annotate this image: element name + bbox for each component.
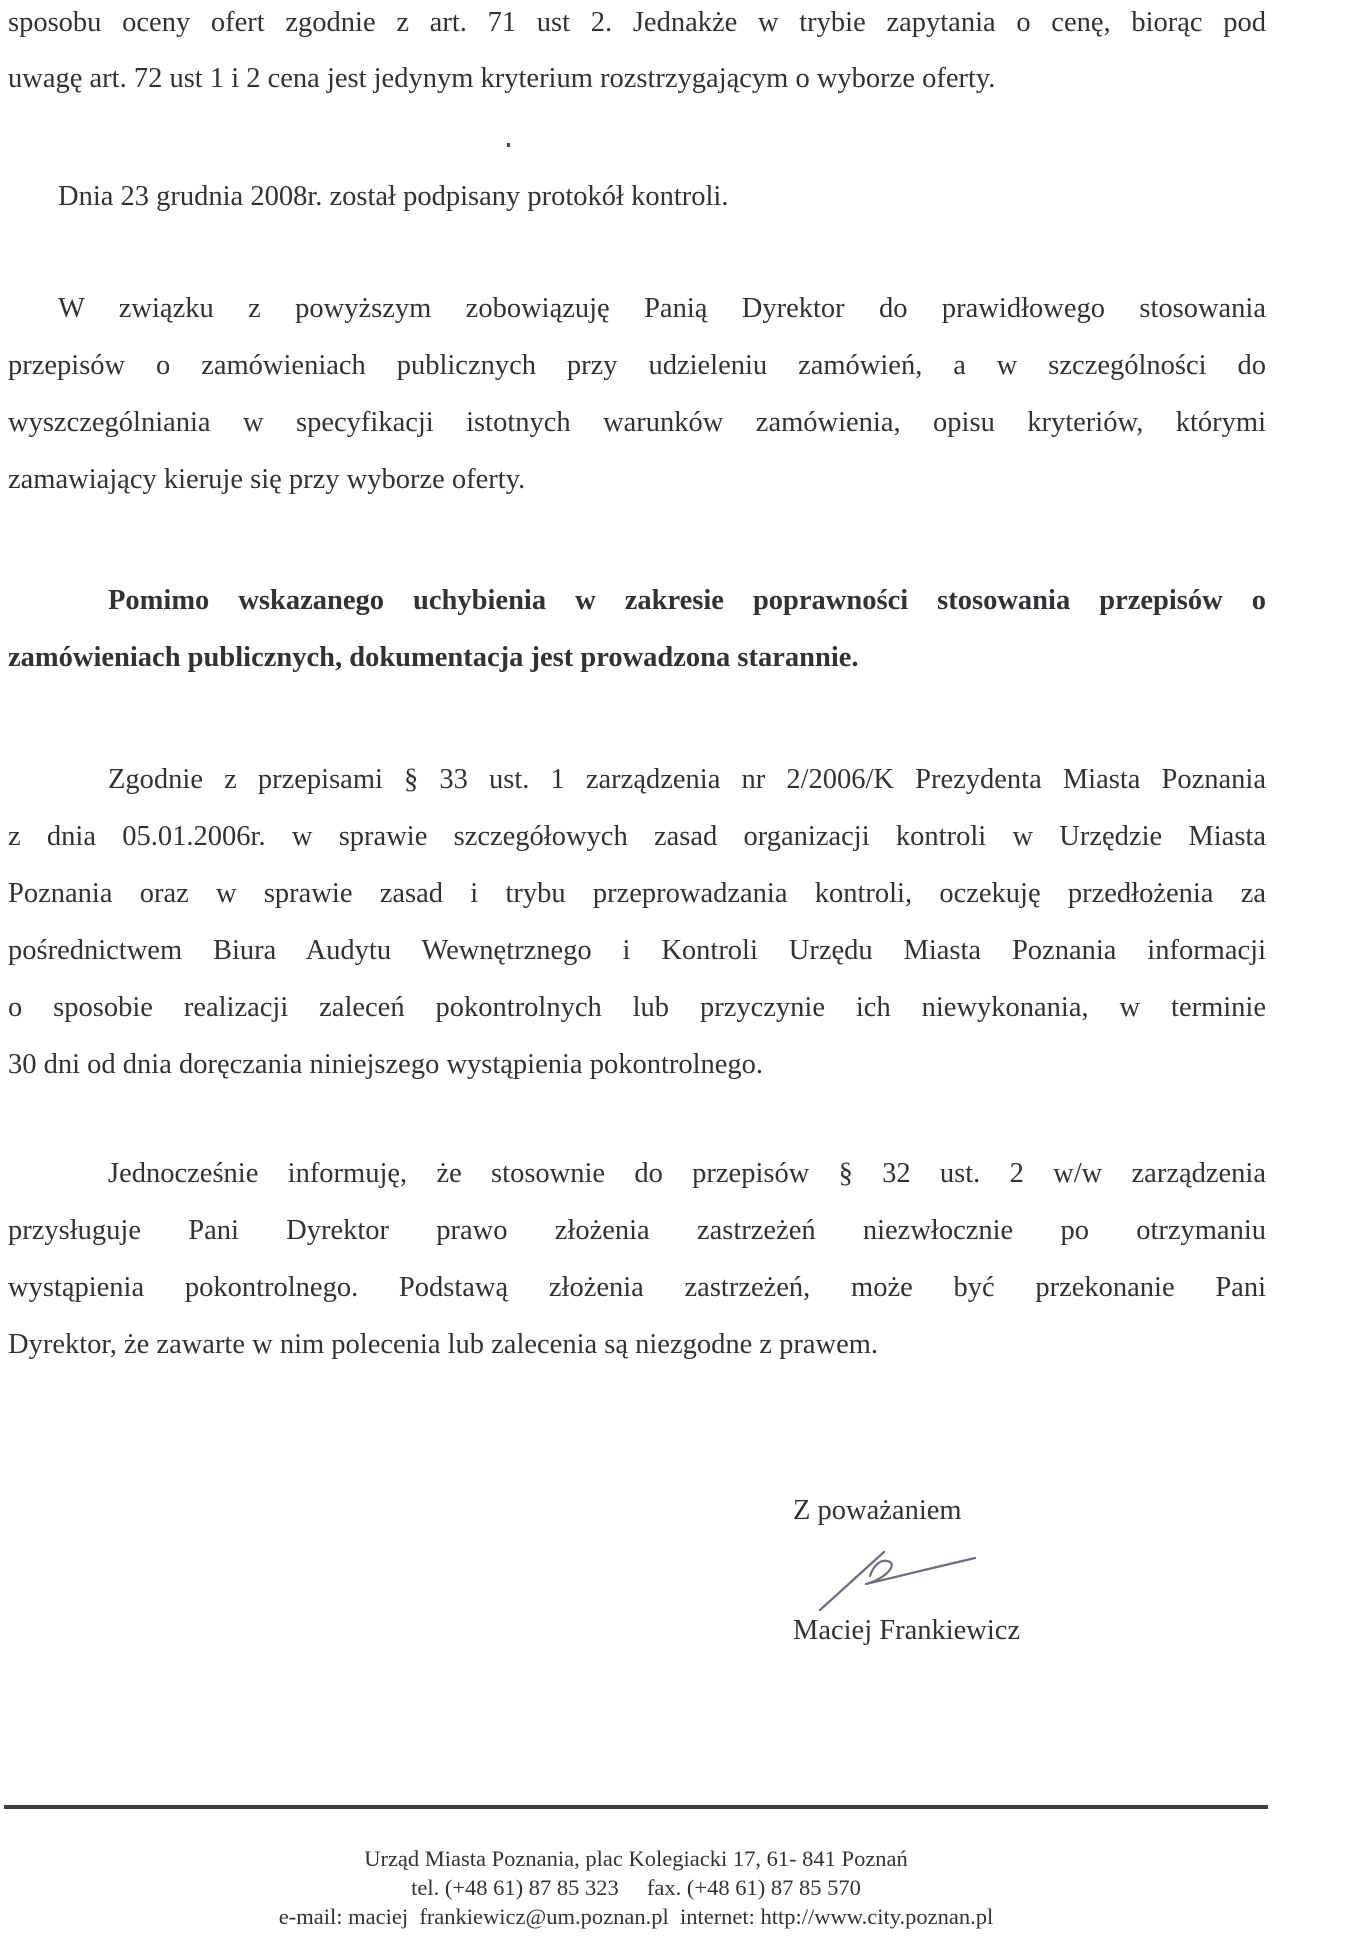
text-line: Poznania oraz w sprawie zasad i trybu przeprowadzania kontroli, oczekuję przedłożenia za [8, 878, 1266, 909]
text-line: Dnia 23 grudnia 2008r. został podpisany protokół kontroli. [58, 181, 729, 212]
text-line: przysługuje Pani Dyrektor prawo złożenia zastrzeżeń niezwłocznie po otrzymaniu [8, 1215, 1266, 1246]
text-line: sposobu oceny ofert zgodnie z art. 71 ust 2. Jednakże w trybie zapytania o cenę, biorąc pod [8, 7, 1266, 38]
text-line: Zgodnie z przepisami § 33 ust. 1 zarządzenia nr 2/2006/K Prezydenta Miasta Poznania [108, 764, 1266, 795]
text-line: wyszczególniania w specyfikacji istotnych warunków zamówienia, opisu kryteriów, którymi [8, 407, 1266, 438]
text-line: zamawiający kieruje się przy wyborze oferty. [8, 464, 526, 495]
text-line: 30 dni od dnia doręczania niniejszego wystąpienia pokontrolnego. [8, 1049, 764, 1080]
footer-address: Urząd Miasta Poznania, plac Kolegiacki 17, 61- 841 Poznań [364, 1846, 908, 1871]
text-line: uwagę art. 72 ust 1 i 2 cena jest jedynym kryterium rozstrzygającym o wyborze oferty. [8, 63, 996, 94]
footer-contact: e-mail: maciej frankiewicz@um.poznan.pl internet: http://www.city.poznan.pl [278, 1904, 994, 1929]
signature-icon [800, 1540, 1000, 1620]
text-line: Dyrektor, że zawarte w nim polecenia lub zalecenia są niezgodne z prawem. [8, 1329, 879, 1360]
text-line: Jednocześnie informuję, że stosownie do przepisów § 32 ust. 2 w/w zarządzenia [108, 1158, 1266, 1189]
footer-divider [4, 1805, 1268, 1809]
text-line: przepisów o zamówieniach publicznych przy udzieleniu zamówień, a w szczególności do [8, 350, 1266, 381]
text-line: zamówieniach publicznych, dokumentacja jest prowadzona starannie. [8, 642, 859, 673]
text-line: z dnia 05.01.2006r. w sprawie szczegółowych zasad organizacji kontroli w Urzędzie Miasta [8, 821, 1266, 852]
text-line: Pomimo wskazanego uchybienia w zakresie poprawności stosowania przepisów o [108, 585, 1266, 616]
signatory-name: Maciej Frankiewicz [793, 1615, 1021, 1646]
scan-speck [507, 143, 510, 147]
signature-stroke [820, 1552, 975, 1610]
text-line: o sposobie realizacji zaleceń pokontrolnych lub przyczynie ich niewykonania, w terminie [8, 992, 1266, 1023]
closing-salutation: Z poważaniem [793, 1495, 962, 1526]
footer-phones: tel. (+48 61) 87 85 323 fax. (+48 61) 87 85 570 [411, 1875, 861, 1900]
text-line: wystąpienia pokontrolnego. Podstawą złożenia zastrzeżeń, może być przekonanie Pani [8, 1272, 1266, 1303]
text-line: W związku z powyższym zobowiązuję Panią Dyrektor do prawidłowego stosowania [58, 293, 1266, 324]
text-line: pośrednictwem Biura Audytu Wewnętrznego i Kontroli Urzędu Miasta Poznania informacji [8, 935, 1266, 966]
